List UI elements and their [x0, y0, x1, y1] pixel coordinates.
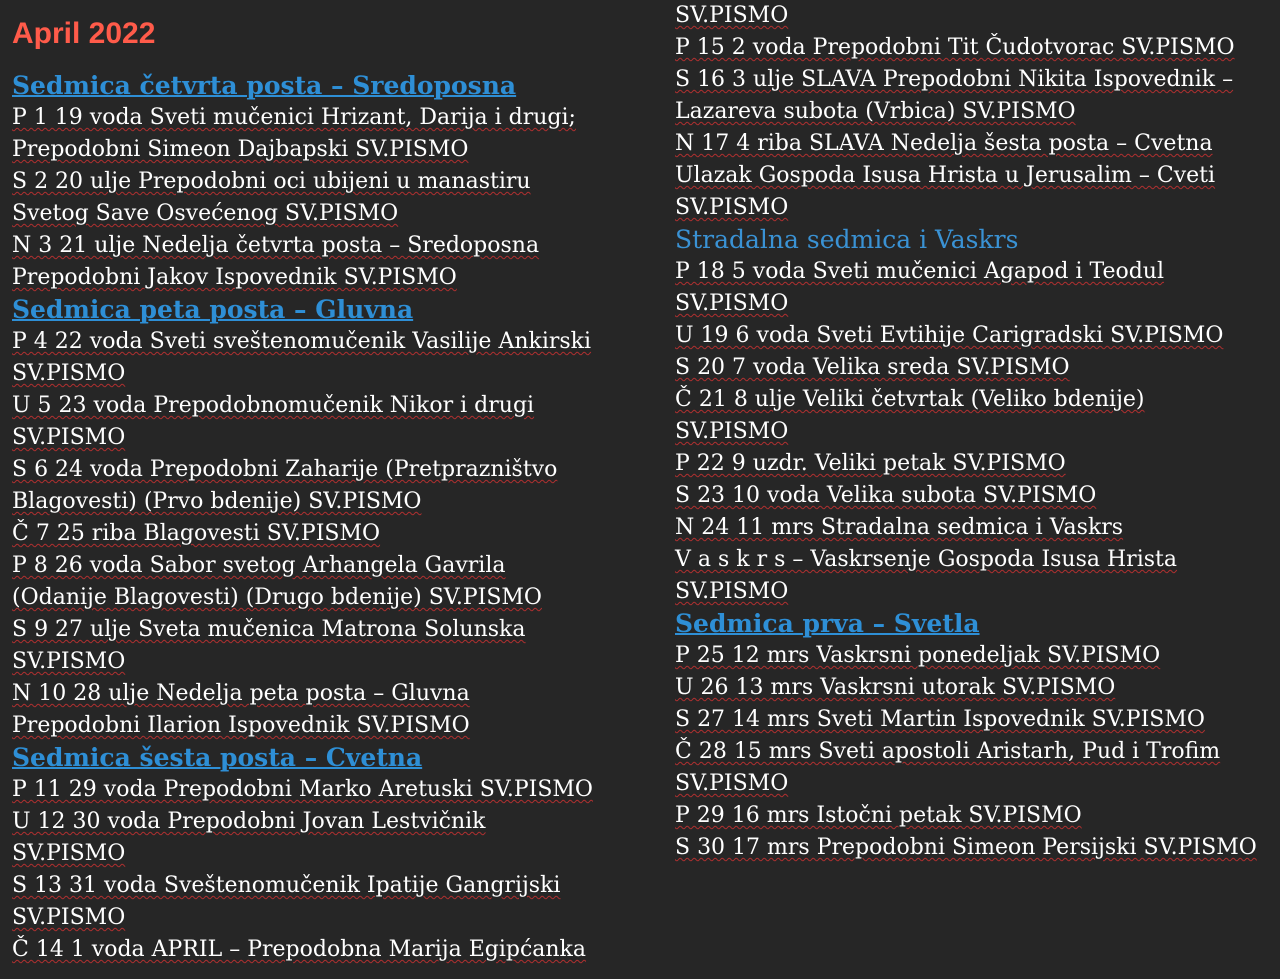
- calendar-entry: [675, 640, 1280, 672]
- entry-line: Prepodobni Jakov Ispovednik SV.PISMO: [12, 265, 457, 290]
- entry-line: S 27 14 mrs Sveti Martin Ispovednik SV.PISMO: [675, 707, 1205, 732]
- calendar-entry: [675, 832, 1280, 864]
- entry-line: U 5 23 voda Prepodobnomučenik Nikor i drugi: [12, 393, 535, 418]
- entry-line: U 26 13 mrs Vaskrsni utorak SV.PISMO: [675, 675, 1116, 700]
- entry-line: P 18 5 voda Sveti mučenici Agapod i Teodul: [675, 259, 1164, 284]
- calendar-entry: [12, 774, 652, 806]
- section-heading: Sedmica peta posta – Gluvna: [12, 295, 414, 324]
- calendar-entry: [12, 390, 652, 454]
- entry-line: SV.PISMO: [675, 291, 789, 316]
- entry-line: S 30 17 mrs Prepodobni Simeon Persijski SV.PISMO: [675, 835, 1257, 860]
- entry-line: P 29 16 mrs Istočni petak SV.PISMO: [675, 803, 1082, 828]
- entry-line: Č 21 8 ulje Veliki četvrtak (Veliko bdenije): [675, 387, 1145, 412]
- entry-line: V a s k r s – Vaskrsenje Gospoda Isusa Hrista: [675, 547, 1177, 572]
- calendar-entry: [12, 230, 652, 294]
- entry-line: Č 7 25 riba Blagovesti SV.PISMO: [12, 521, 381, 546]
- entry-line: SV.PISMO: [675, 195, 789, 220]
- entry-line: P 25 12 mrs Vaskrsni ponedeljak SV.PISMO: [675, 643, 1161, 668]
- entry-line: S 13 31 voda Sveštenomučenik Ipatije Gangrijski: [12, 873, 561, 898]
- calendar-entry: [675, 320, 1280, 352]
- right-column: [675, 0, 1280, 864]
- calendar-entry: [675, 512, 1280, 544]
- entry-line: P 22 9 uzdr. Veliki petak SV.PISMO: [675, 451, 1066, 476]
- calendar-entry: [12, 870, 652, 934]
- entry-line: U 12 30 voda Prepodobni Jovan Lestvičnik: [12, 809, 486, 834]
- entry-line: N 24 11 mrs Stradalna sedmica i Vaskrs: [675, 515, 1124, 540]
- entry-line: SV.PISMO: [675, 579, 789, 604]
- entry-line: S 9 27 ulje Sveta mučenica Matrona Solunska: [12, 617, 526, 642]
- calendar-entry: [675, 0, 1280, 32]
- entry-line: SV.PISMO: [12, 905, 126, 930]
- page-title: April 2022: [12, 17, 156, 50]
- calendar-entry: [12, 102, 652, 166]
- entry-line: Lazareva subota (Vrbica) SV.PISMO: [675, 99, 1076, 124]
- entry-line: Č 28 15 mrs Sveti apostoli Aristarh, Pud i Trofim: [675, 739, 1221, 764]
- calendar-entry: [675, 672, 1280, 704]
- entry-line: S 23 10 voda Velika subota SV.PISMO: [675, 483, 1097, 508]
- entry-line: N 17 4 riba SLAVA Nedelja šesta posta – Cvetna: [675, 131, 1213, 156]
- calendar-entry: [675, 544, 1280, 608]
- entry-line: SV.PISMO: [12, 361, 126, 386]
- calendar-entry: [12, 166, 652, 230]
- calendar-entry: [675, 704, 1280, 736]
- entry-line: N 3 21 ulje Nedelja četvrta posta – Sredoposna: [12, 233, 540, 258]
- entry-line: P 8 26 voda Sabor svetog Arhangela Gavrila: [12, 553, 506, 578]
- calendar-entry: [675, 480, 1280, 512]
- left-column: [12, 0, 652, 966]
- entry-line: U 19 6 voda Sveti Evtihije Carigradski SV.PISMO: [675, 323, 1224, 348]
- calendar-entry: [675, 384, 1280, 448]
- calendar-entry: [12, 614, 652, 678]
- calendar-entry: [675, 800, 1280, 832]
- entry-line: S 6 24 voda Prepodobni Zaharije (Pretprazništvo: [12, 457, 558, 482]
- entry-line: SV.PISMO: [675, 419, 789, 444]
- entry-line: Č 14 1 voda APRIL – Prepodobna Marija Egipćanka: [12, 937, 587, 962]
- entry-line: Ulazak Gospoda Isusa Hrista u Jerusalim – Cveti: [675, 163, 1216, 188]
- entry-line: P 15 2 voda Prepodobni Tit Čudotvorac SV.PISMO: [675, 35, 1235, 60]
- calendar-entry: [675, 448, 1280, 480]
- left-column-body: [12, 70, 652, 966]
- entry-line: SV.PISMO: [12, 841, 126, 866]
- calendar-entry: [12, 806, 652, 870]
- entry-line: P 1 19 voda Sveti mučenici Hrizant, Darija i drugi;: [12, 105, 576, 130]
- calendar-entry: [675, 352, 1280, 384]
- calendar-entry: [12, 550, 652, 614]
- entry-line: Blagovesti) (Prvo bdenije) SV.PISMO: [12, 489, 422, 514]
- entry-line: (Odanije Blagovesti) (Drugo bdenije) SV.PISMO: [12, 585, 542, 610]
- entry-line: S 16 3 ulje SLAVA Prepodobni Nikita Ispovednik –: [675, 67, 1234, 92]
- calendar-entry: [675, 64, 1280, 128]
- entry-line: S 2 20 ulje Prepodobni oci ubijeni u manastiru: [12, 169, 531, 194]
- section-heading: Sedmica šesta posta – Cvetna: [12, 743, 423, 772]
- right-column-body: [675, 0, 1280, 864]
- entry-line: S 20 7 voda Velika sreda SV.PISMO: [675, 355, 1070, 380]
- calendar-entry: [675, 256, 1280, 320]
- calendar-entry: [675, 736, 1280, 800]
- section-heading: Sedmica četvrta posta – Sredoposna: [12, 71, 517, 100]
- calendar-entry: [12, 678, 652, 742]
- calendar-entry: [12, 326, 652, 390]
- entry-line: P 4 22 voda Sveti sveštenomučenik Vasilije Ankirski: [12, 329, 592, 354]
- entry-line: Prepodobni Simeon Dajbapski SV.PISMO: [12, 137, 469, 162]
- entry-line: SV.PISMO: [675, 771, 789, 796]
- section-heading: Sedmica prva – Svetla: [675, 609, 980, 638]
- section-heading: Stradalna sedmica i Vaskrs: [675, 225, 1019, 254]
- calendar-entry: [675, 128, 1280, 224]
- calendar-entry: [12, 454, 652, 518]
- entry-line: Svetog Save Osvećenog SV.PISMO: [12, 201, 399, 226]
- entry-line: SV.PISMO: [12, 649, 126, 674]
- calendar-entry: [12, 934, 652, 966]
- entry-line: SV.PISMO: [675, 3, 789, 28]
- entry-line: SV.PISMO: [12, 425, 126, 450]
- entry-line: Prepodobni Ilarion Ispovednik SV.PISMO: [12, 713, 470, 738]
- entry-line: N 10 28 ulje Nedelja peta posta – Gluvna: [12, 681, 470, 706]
- entry-line: P 11 29 voda Prepodobni Marko Aretuski SV.PISMO: [12, 777, 593, 802]
- calendar-entry: [675, 32, 1280, 64]
- calendar-entry: [12, 518, 652, 550]
